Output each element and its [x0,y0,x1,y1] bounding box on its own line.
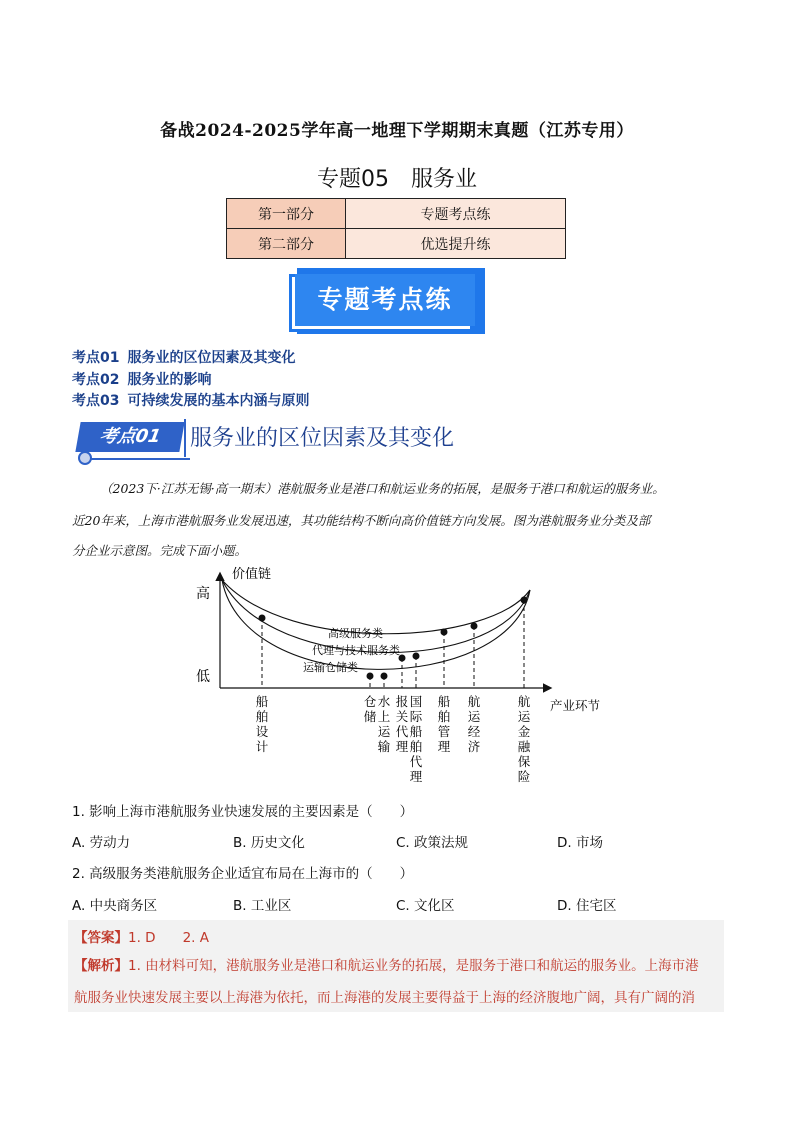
option-a[interactable]: A. 劳动力 [72,835,131,851]
kaodian-text: 服务业的影响 [127,372,212,388]
kaodian-item[interactable] [72,347,303,367]
section-header [76,419,716,467]
curve-label: 运输仓储类 [303,661,358,674]
section-banner [289,268,489,338]
analysis-line [74,953,726,979]
value-chain-diagram [190,560,610,795]
answer-text: 1. D 2. A [128,930,209,946]
option-c[interactable]: C. 政策法规 [396,835,469,851]
point-marker [367,673,374,680]
passage-line: （2023下·江苏无锡·高一期末）港航服务业是港口和航运业务的拓展，是服务于港口和航运的服务业。 [100,481,665,496]
point-marker [441,629,448,636]
point-group [256,597,531,785]
answer-label: 【答案】 [74,930,128,946]
kaodian-number: 考点02 [72,372,120,388]
point-marker [471,623,478,630]
x-axis-label: 产业环节 [550,698,601,713]
topic-title: 专题05 服务业 [317,167,477,192]
point-label: 航运经济 [467,694,481,754]
kaodian-item[interactable] [72,390,317,410]
y-low-label: 低 [196,669,210,685]
part-cell: 第二部分 [227,229,346,259]
analysis-label: 【解析】 [74,958,128,974]
point-marker [413,653,420,660]
y-axis-label: 价值链 [232,567,272,582]
kaodian-item[interactable] [72,369,219,389]
option-d[interactable]: D. 市场 [557,835,603,851]
point-label: 仓储 [363,694,377,724]
y-high-label: 高 [196,586,210,602]
kaodian-text: 服务业的区位因素及其变化 [127,350,296,366]
option-b[interactable]: B. 工业区 [233,898,292,914]
kaodian-text: 可持续发展的基本内涵与原则 [127,393,310,409]
point-label: 国际船舶代理 [409,694,423,784]
analysis-line: 航服务业快速发展主要以上海港为依托，而上海港的发展主要得益于上海的经济腹地广阔，具有广阔的消 [74,990,695,1006]
kaodian-number: 考点01 [72,350,120,366]
curve-label: 高级服务类 [328,627,383,640]
part-name-cell: 专题考点练 [346,199,566,229]
section-badge: 考点01 [75,422,184,452]
kaodian-number: 考点03 [72,393,120,409]
curve-label: 代理与技术服务类 [312,644,400,657]
question-stem: 1. 影响上海市港航服务业快速发展的主要因素是（ ） [72,804,414,820]
curve-high [222,580,530,634]
part-cell: 第一部分 [227,199,346,229]
question-stem: 2. 高级服务类港航服务企业适宜布局在上海市的（ ） [72,866,414,882]
option-d[interactable]: D. 住宅区 [557,898,617,914]
point-label: 船舶设计 [255,694,269,754]
option-c[interactable]: C. 文化区 [396,898,455,914]
point-marker [259,615,266,622]
point-marker [381,673,388,680]
point-label: 水上运输 [377,694,391,754]
table-row [227,229,566,259]
point-label: 航运金融保险 [517,694,531,784]
point-marker [399,655,406,662]
point-marker [521,597,528,604]
option-a[interactable]: A. 中央商务区 [72,898,158,914]
part-name-cell: 优选提升练 [346,229,566,259]
parts-table [226,198,566,259]
passage-line: 分企业示意图。完成下面小题。 [72,543,248,558]
answer-line [74,926,209,946]
point-label: 船舶管理 [437,694,451,754]
point-label: 报关代理 [395,694,409,754]
banner-text: 专题考点练 [295,274,475,326]
passage-line: 近20年来，上海市港航服务业发展迅速，其功能结构不断向高价值链方向发展。图为港航服务业分类及部 [72,513,651,528]
option-b[interactable]: B. 历史文化 [233,835,305,851]
document-top-title: 备战2024-2025学年高一地理下学期期末真题（江苏专用） [160,121,634,141]
analysis-text: 1. 由材料可知，港航服务业是港口和航运业务的拓展，是服务于港口和航运的服务业。上海市港 [128,958,699,974]
table-row [227,199,566,229]
section-title: 服务业的区位因素及其变化 [190,426,455,451]
